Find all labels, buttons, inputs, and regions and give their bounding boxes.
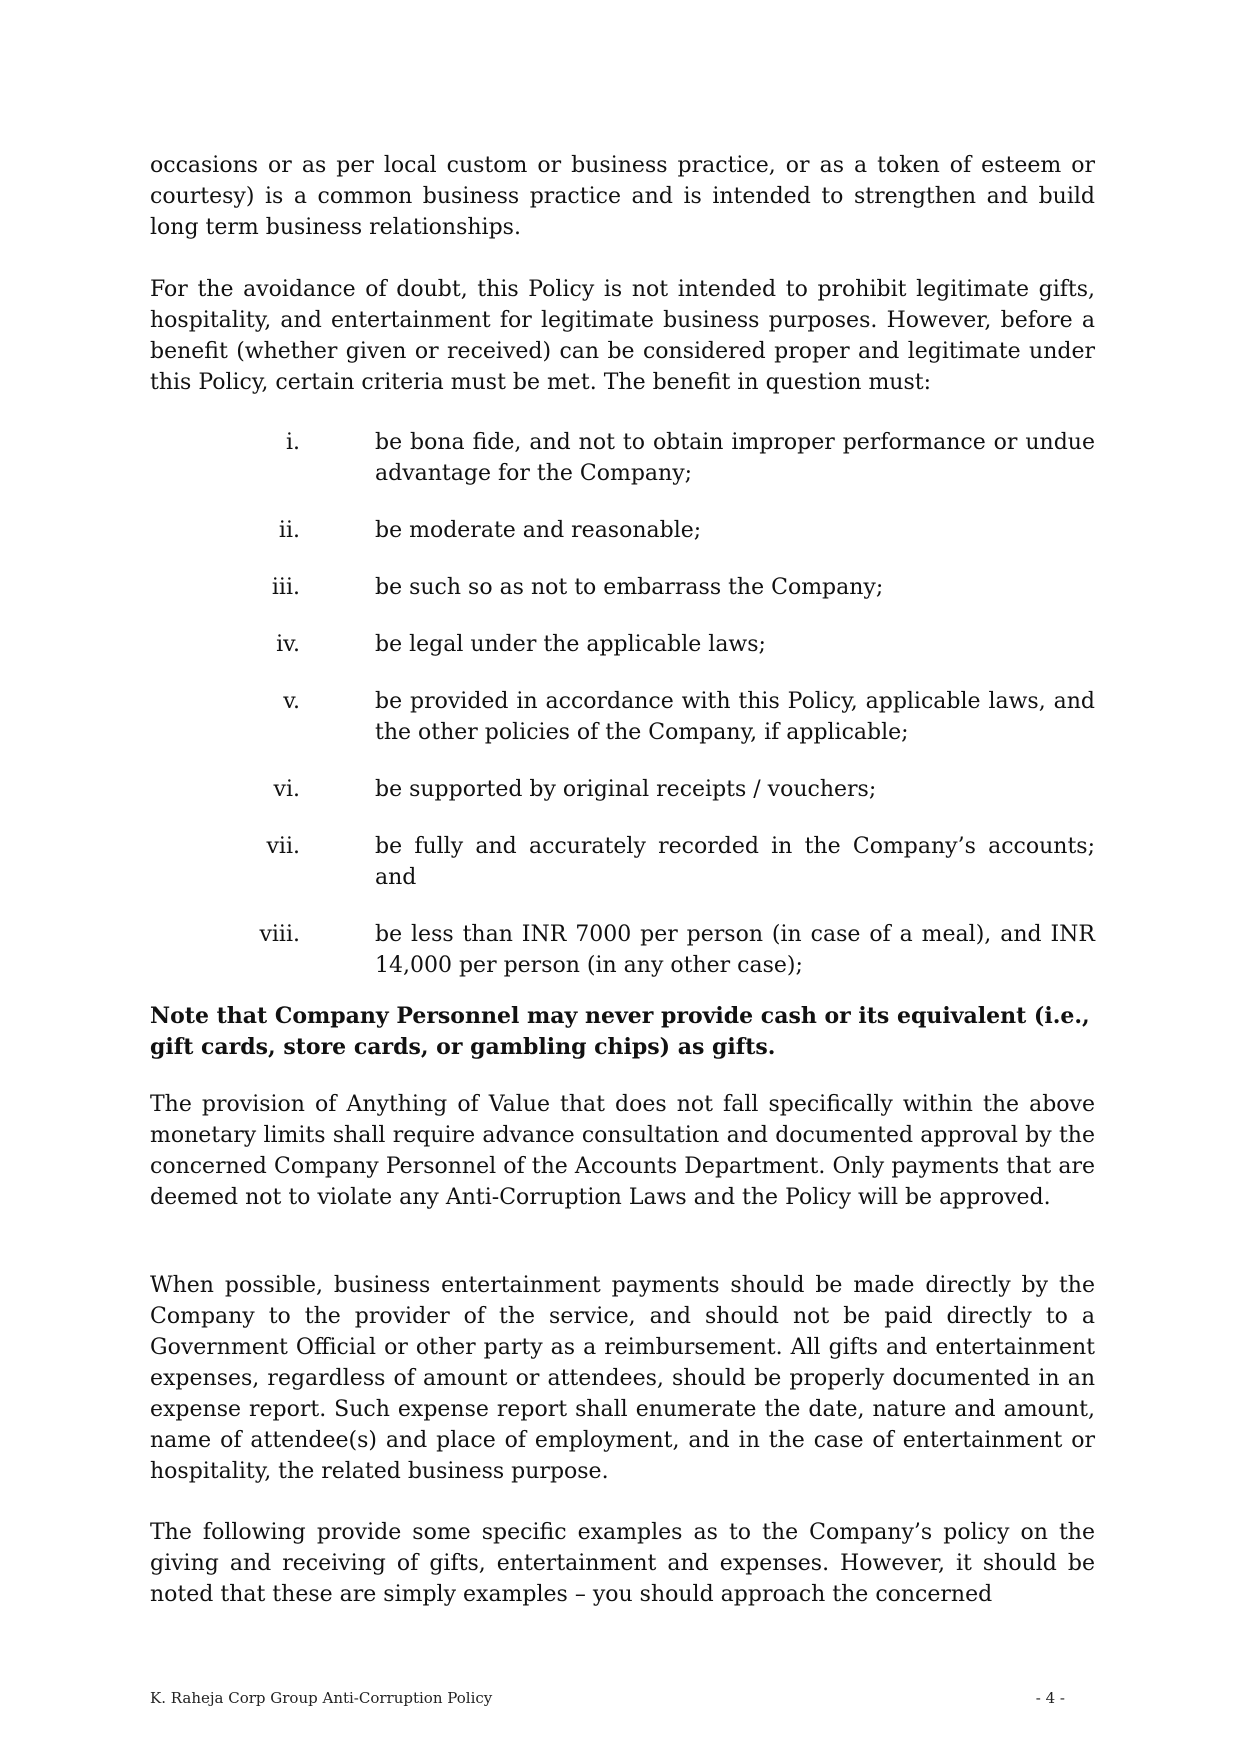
footer-page-number: - 4 - (1035, 1689, 1065, 1707)
paragraph-examples-intro: The following provide some specific examples as to the Company’s policy on the giving and receiving of gifts, entertainment and expenses. However, it should be noted that these are simply examples – you should approach the concerned (150, 1520, 1095, 1607)
cash-gift-note: Note that Company Personnel may never provide cash or its equivalent (i.e., gift cards, store cards, or gambling chips) as gifts. (150, 1003, 1090, 1060)
criteria-text: be provided in accordance with this Policy, applicable laws, and the other policies of the Company, if applicable; (375, 689, 1095, 745)
criteria-item (150, 919, 1095, 981)
criteria-item (150, 572, 1095, 603)
paragraph-benefit-criteria-intro: For the avoidance of doubt, this Policy is not intended to prohibit legitimate gifts, hospitality, and entertainment for legitimate business purposes. However, before a benefit (whether given or received) can be considered proper and legitimate under this Policy, certain criteria must be met. The benefit in question must: (150, 277, 1095, 395)
criteria-text: be fully and accurately recorded in the Company’s accounts; and (375, 834, 1095, 890)
criteria-number: i. (285, 430, 300, 455)
footer-document-title: K. Raheja Corp Group Anti-Corruption Policy (150, 1689, 493, 1707)
criteria-text: be legal under the applicable laws; (375, 632, 766, 657)
criteria-number: v. (283, 689, 300, 714)
criteria-item (150, 686, 1095, 748)
criteria-list (150, 427, 1095, 1007)
criteria-text: be bona fide, and not to obtain improper performance or undue advantage for the Company; (375, 430, 1095, 486)
paragraph-entertainment-payments: When possible, business entertainment payments should be made directly by the Company to the provider of the service, and should not be paid directly to a Government Official or other party as a reimbursement. All gifts and entertainment expenses, regardless of amount or attendees, should be properly documented in an expense report. Such expense report shall enumerate the date, nature and amount, name of attendee(s) and place of employment, and in the case of entertainment or hospitality, the related business purpose. (150, 1273, 1095, 1484)
criteria-text: be supported by original receipts / vouchers; (375, 777, 877, 802)
criteria-item (150, 629, 1095, 660)
criteria-number: vii. (266, 834, 300, 859)
criteria-text: be less than INR 7000 per person (in case of a meal), and INR 14,000 per person (in any other case); (375, 922, 1095, 978)
criteria-item (150, 774, 1095, 805)
criteria-text: be such so as not to embarrass the Company; (375, 575, 884, 600)
criteria-item (150, 427, 1095, 489)
criteria-number: viii. (259, 922, 300, 947)
criteria-number: vi. (273, 777, 300, 802)
criteria-text: be moderate and reasonable; (375, 518, 702, 543)
criteria-item (150, 515, 1095, 546)
criteria-item (150, 831, 1095, 893)
paragraph-continuation: occasions or as per local custom or business practice, or as a token of esteem or courtesy) is a common business practice and is intended to strengthen and build long term business relationships. (150, 153, 1095, 240)
criteria-number: iii. (271, 575, 300, 600)
paragraph-monetary-limits: The provision of Anything of Value that does not fall specifically within the above monetary limits shall require advance consultation and documented approval by the concerned Company Personnel of the Accounts Department. Only payments that are deemed not to violate any Anti-Corruption Laws and the Policy will be approved. (150, 1092, 1095, 1210)
criteria-number: ii. (278, 518, 300, 543)
criteria-number: iv. (276, 632, 300, 657)
